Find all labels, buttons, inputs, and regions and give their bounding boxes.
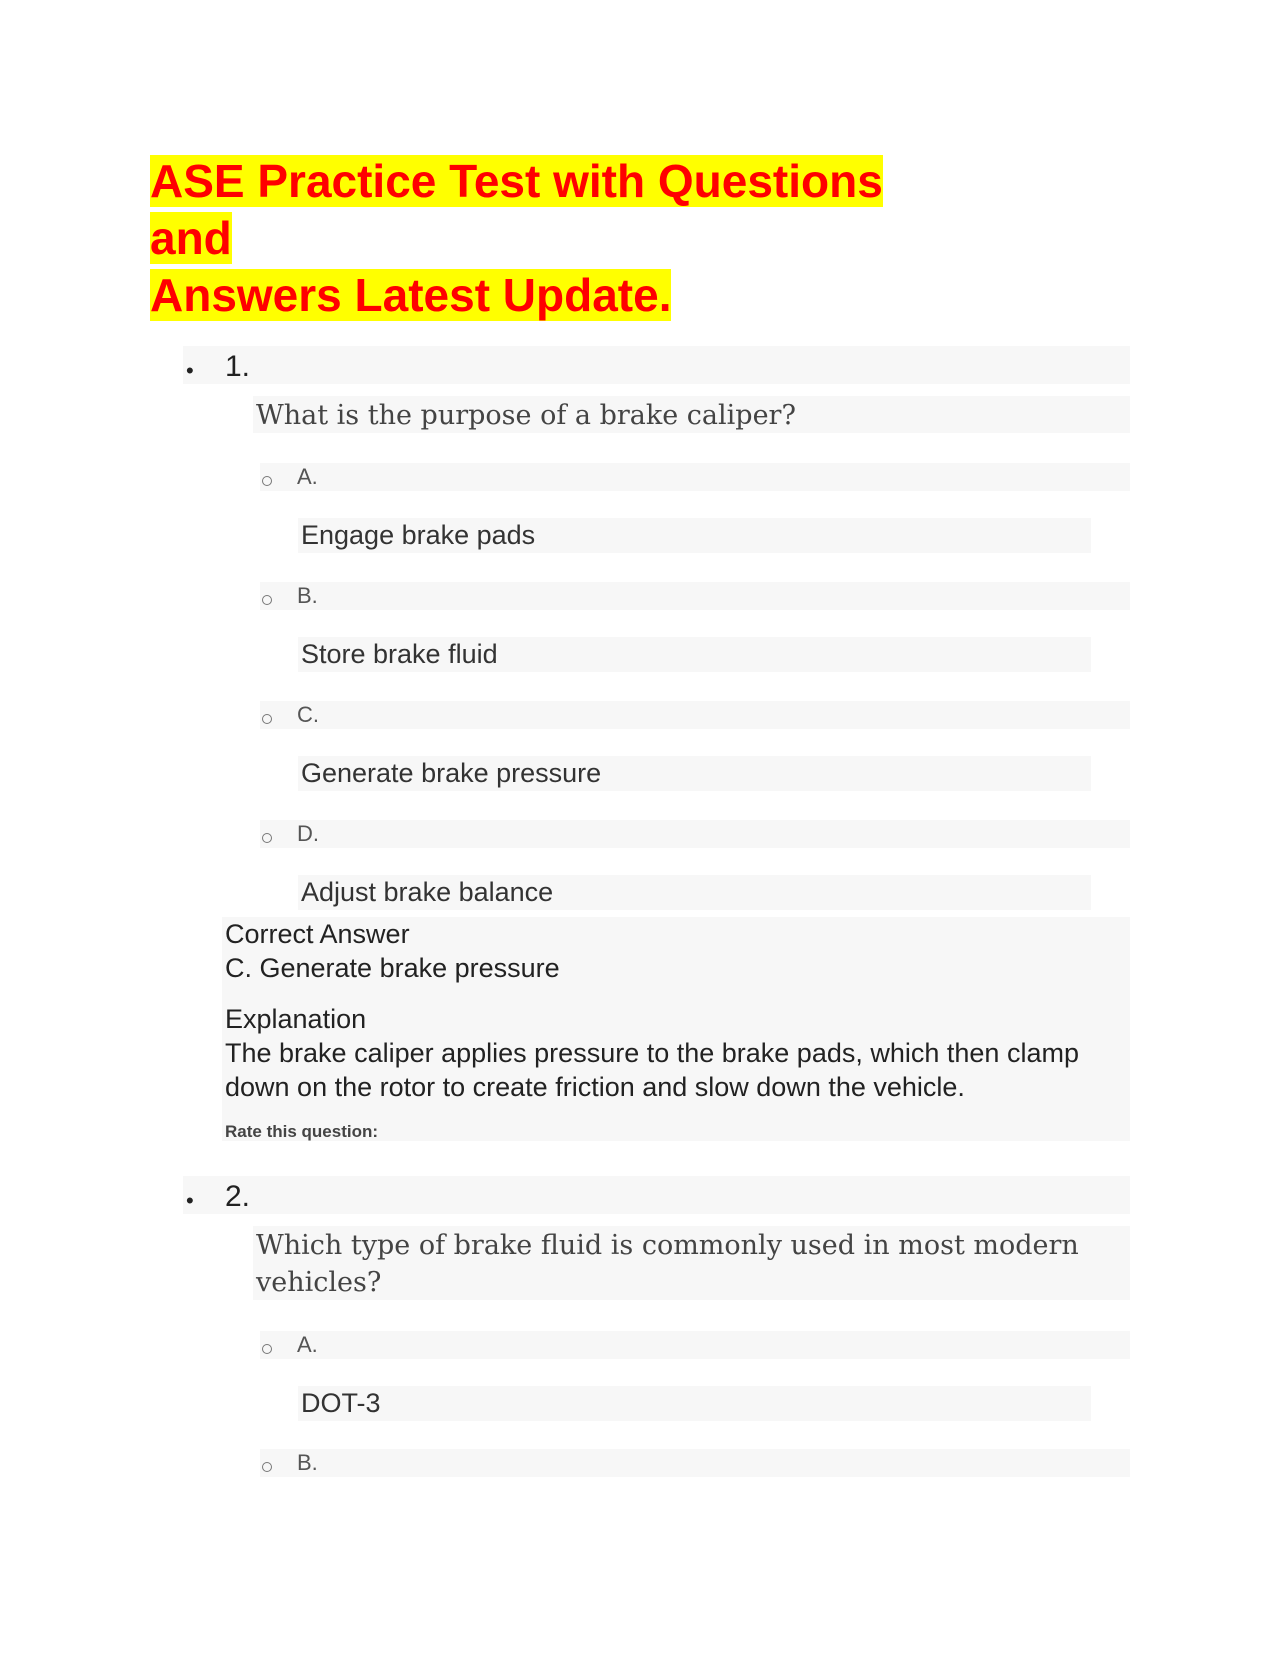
question-number-band	[183, 1176, 1130, 1214]
list-bullet: •	[186, 1188, 194, 1213]
title-line-2: Answers Latest Update.	[150, 269, 672, 321]
question-text-line-1: Which type of brake fluid is commonly used in most modern	[256, 1230, 1079, 1261]
radio-circle-icon[interactable]	[262, 1462, 272, 1472]
explanation-text-line-2: down on the rotor to create friction and slow down the vehicle.	[225, 1072, 965, 1102]
option-text: Adjust brake balance	[301, 877, 554, 907]
radio-circle-icon[interactable]	[262, 1344, 272, 1354]
explanation-label: Explanation	[225, 1004, 367, 1034]
option-letter-band	[260, 1449, 1130, 1477]
rate-question-label: Rate this question:	[225, 1122, 379, 1141]
option-text: Engage brake pads	[301, 520, 536, 550]
correct-answer-label: Correct Answer	[225, 919, 410, 949]
option-text: DOT-3	[301, 1388, 381, 1418]
option-text: Store brake fluid	[301, 639, 498, 669]
option-letter-band	[260, 463, 1130, 491]
document-title	[150, 153, 950, 324]
option-letter-band	[260, 701, 1130, 729]
title-line-1: ASE Practice Test with Questions and	[150, 155, 883, 264]
option-text-band	[298, 1386, 1091, 1421]
option-text: Generate brake pressure	[301, 758, 602, 788]
explanation-text-line-1: The brake caliper applies pressure to the brake pads, which then clamp	[225, 1038, 1079, 1068]
radio-circle-icon[interactable]	[262, 833, 272, 843]
option-letter: C.	[297, 702, 319, 727]
option-letter: A.	[297, 464, 318, 489]
question-text-line-2: vehicles?	[256, 1267, 382, 1298]
question-number: 2.	[225, 1180, 251, 1213]
option-letter-band	[260, 582, 1130, 610]
correct-answer-value: C. Generate brake pressure	[225, 953, 560, 983]
radio-circle-icon[interactable]	[262, 714, 272, 724]
question-number-band	[183, 346, 1130, 384]
radio-circle-icon[interactable]	[262, 595, 272, 605]
radio-circle-icon[interactable]	[262, 476, 272, 486]
question-text: What is the purpose of a brake caliper?	[256, 400, 796, 431]
option-letter-band	[260, 820, 1130, 848]
option-letter: A.	[297, 1332, 318, 1357]
option-letter: B.	[297, 1450, 318, 1475]
option-letter: D.	[297, 821, 319, 846]
list-bullet: •	[186, 358, 194, 383]
option-letter: B.	[297, 583, 318, 608]
option-letter-band	[260, 1331, 1130, 1359]
question-number: 1.	[225, 350, 251, 383]
